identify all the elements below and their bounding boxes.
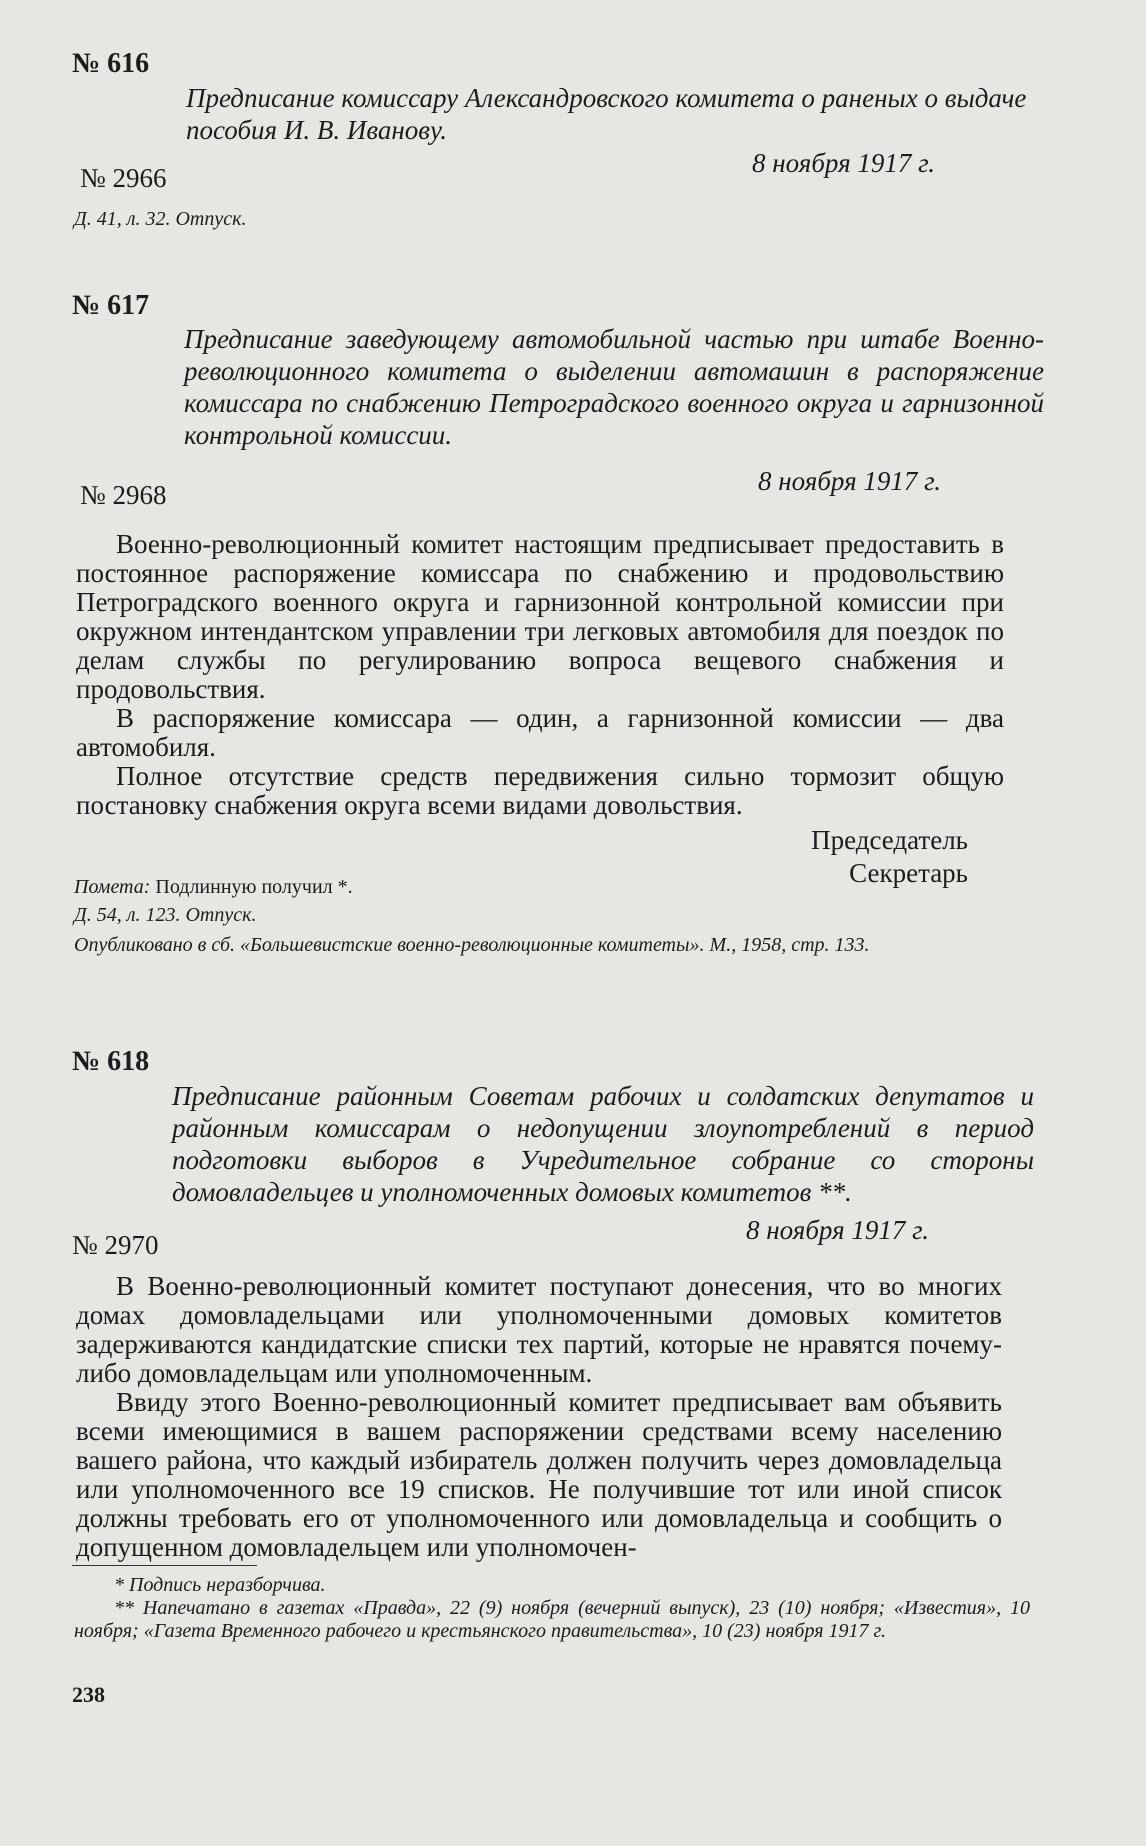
- doc-618-body: [76, 1272, 1002, 1562]
- footnotes: [74, 1574, 1030, 1643]
- doc-617-ref: Д. 54, л. 123. Отпуск.: [74, 904, 257, 926]
- doc-617-paragraph-3: Полное отсутствие средств передвижения сильно тормозит общую постановку снабжения округа всеми видами довольствия.: [76, 761, 1004, 820]
- doc-618-reg: № 2970: [72, 1230, 159, 1260]
- footnote-1: * Подпись неразборчива.: [114, 1574, 326, 1596]
- doc-616-reg: № 2966: [80, 163, 167, 193]
- signature-secretary: Секретарь: [849, 858, 968, 888]
- signature-chairman: Председатель: [811, 825, 968, 855]
- doc-618-paragraph-2: Ввиду этого Военно-революционный комитет предписывает вам объявить всеми имеющимися в вашем распоряжении средствами всему населению вашего района, что каждый избиратель должен получить через домовладельца или уполномоченного все 19 списков. Не получившие тот или иной список должны требовать его от уполномоченного или домовладельца и сообщить о допущенном домовладельцем или уполномочен-: [76, 1387, 1002, 1562]
- doc-616-ref: Д. 41, л. 32. Отпуск.: [74, 208, 247, 230]
- mark-label: Помета:: [74, 876, 151, 898]
- doc-617-paragraph-2: В распоряжение комиссара — один, а гарнизонной комиссии — два автомобиля.: [76, 703, 1004, 762]
- doc-616-title: Предписание комиссару Александровского комитета о раненых о выдаче пособия И. В. Иванову.: [186, 83, 1027, 145]
- doc-618-number: № 618: [72, 1046, 150, 1077]
- doc-617-signatures: [600, 824, 968, 890]
- doc-616-number: № 616: [72, 48, 150, 79]
- doc-617-reg: № 2968: [80, 480, 167, 510]
- doc-618-title: Предписание районным Советам рабочих и солдатских депутатов и районным комиссарам о недопущении злоупотреблений в период подготовки выборов в Учредительное собрание со стороны домовладельцев и уполномоченных домовых комитетов **.: [172, 1081, 1034, 1207]
- doc-617-paragraph-1: Военно-революционный комитет настоящим предписывает предоставить в постоянное распоряжение комиссара по снабжению и продовольствию Петроградского военного округа и гарнизонной контрольной комиссии при окружном интендантском управлении три легковых автомобиля для поездок по делам службы по регулированию вопроса вещевого снабжения и продовольствия.: [76, 529, 1004, 704]
- doc-618-paragraph-1: В Военно-революционный комитет поступают донесения, что во многих домах домовладельцами или уполномоченными домовых комитетов задерживаются кандидатские списки тех партий, которые не нравятся почему-либо домовладельцам или уполномоченным.: [76, 1271, 1002, 1388]
- doc-617-published: Опубликовано в сб. «Большевистские военно-революционные комитеты». М., 1958, стр. 133.: [74, 934, 870, 956]
- doc-617-mark: [74, 876, 353, 899]
- doc-617-number: № 617: [72, 290, 150, 321]
- mark-text: Подлинную получил *.: [155, 876, 353, 898]
- doc-618-date: 8 ноября 1917 г.: [746, 1215, 930, 1245]
- footnote-2: ** Напечатано в газетах «Правда», 22 (9) ноября (вечерний выпуск), 23 (10) ноября; «Известия», 10 ноября; «Газета Временного рабочего и крестьянского правительства», 10 (23) ноября 1917 г.: [74, 1597, 1030, 1642]
- page-number: 238: [72, 1682, 105, 1707]
- doc-617-body: [76, 530, 1004, 820]
- doc-617-title: Предписание заведующему автомобильной частью при штабе Военно-революционного комитета о выделении автомашин в распоряжение комиссара по снабжению Петроградского военного округа и гарнизонной контрольной комиссии.: [184, 324, 1044, 450]
- doc-617-date: 8 ноября 1917 г.: [758, 466, 942, 496]
- footnote-rule: [72, 1565, 257, 1566]
- doc-616-date: 8 ноября 1917 г.: [752, 148, 936, 178]
